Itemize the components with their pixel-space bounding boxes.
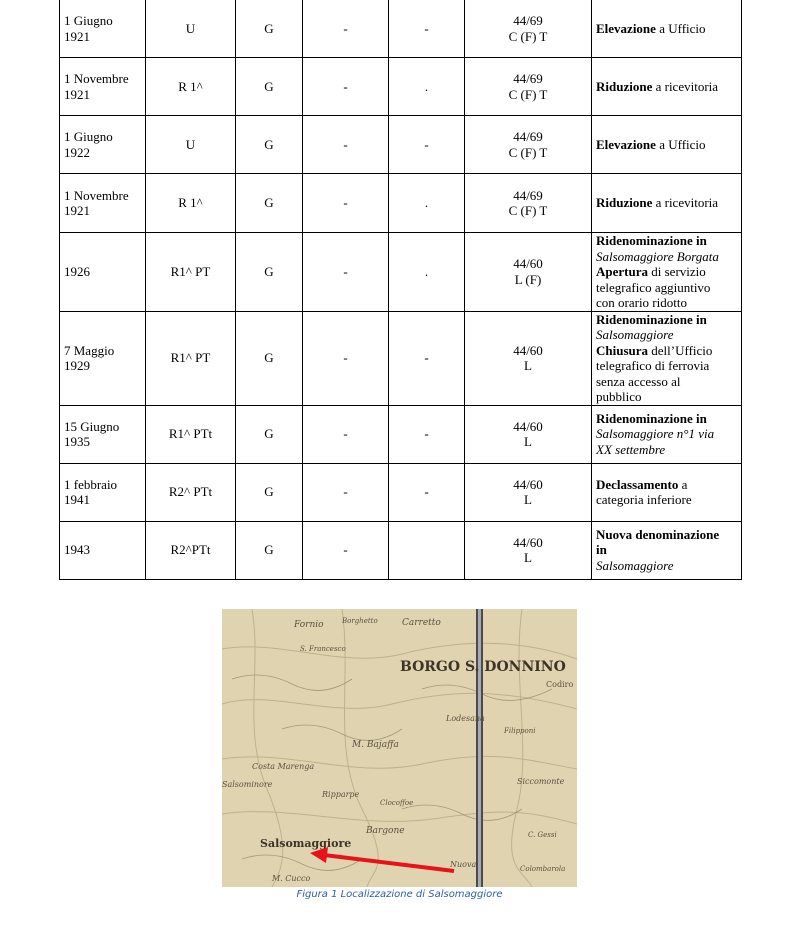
note-cell xyxy=(592,58,742,116)
date-cell xyxy=(60,58,146,116)
category-cell: R2^PTt xyxy=(146,521,236,579)
note-segment: a xyxy=(678,476,688,492)
map-label-nuova: Nuova xyxy=(450,860,477,869)
note-segment: a Ufficio xyxy=(655,20,706,36)
note-segment: Elevazione xyxy=(596,136,656,152)
note-segment: Chiusura xyxy=(596,342,649,358)
code-cell xyxy=(465,58,592,116)
code-cell-line: 44/60 xyxy=(513,256,543,272)
note-line xyxy=(596,442,737,458)
note-line xyxy=(596,358,737,374)
dash-cell xyxy=(389,521,465,579)
dash-cell: - xyxy=(303,116,389,174)
note-segment: Ridenominazione in xyxy=(596,311,707,327)
date-cell-line: 1935 xyxy=(64,434,90,449)
history-table xyxy=(59,0,742,580)
note-line xyxy=(596,249,737,265)
note-segment: di servizio xyxy=(648,264,706,279)
note-segment: Salsomaggiore Borgata xyxy=(596,248,719,264)
note-line xyxy=(596,477,737,493)
note-segment: in xyxy=(596,542,607,558)
table-row xyxy=(60,233,742,312)
g-cell: G xyxy=(236,405,303,463)
code-cell xyxy=(465,405,592,463)
note-segment: Riduzione xyxy=(596,78,653,94)
note-line xyxy=(596,295,737,311)
code-cell-line: 44/69 xyxy=(513,187,543,203)
g-cell: G xyxy=(236,521,303,579)
note-line xyxy=(596,411,737,427)
code-cell-line: 44/60 xyxy=(513,342,543,358)
note-line xyxy=(596,264,737,280)
date-cell-line: 1943 xyxy=(64,542,90,558)
note-cell xyxy=(592,405,742,463)
map-label-borghetto: Borghetto xyxy=(342,617,378,625)
code-cell-line: 44/60 xyxy=(513,476,543,492)
map-label-carretto: Carretto xyxy=(402,618,441,628)
date-cell xyxy=(60,405,146,463)
note-line xyxy=(596,426,737,442)
map-label-codiro: Codiro xyxy=(546,680,574,689)
note-segment: a Ufficio xyxy=(655,136,706,152)
note-line xyxy=(596,327,737,343)
map-label-fornio: Fornio xyxy=(294,620,324,630)
date-cell-line: 1 Giugno xyxy=(64,129,113,144)
code-cell-line: 44/60 xyxy=(513,418,543,434)
code-cell-line: 44/60 xyxy=(513,534,543,550)
note-line xyxy=(596,492,737,508)
note-segment: Salsomaggiore xyxy=(596,557,674,573)
date-cell-line: 1922 xyxy=(64,144,90,160)
dash-cell: - xyxy=(303,233,389,312)
table-row xyxy=(60,311,742,405)
date-cell xyxy=(60,311,146,405)
date-cell-line: 1 Novembre xyxy=(64,71,129,86)
note-line xyxy=(596,280,737,296)
note-line xyxy=(596,542,737,558)
note-segment: pubblico xyxy=(596,389,642,404)
code-cell xyxy=(465,311,592,405)
note-segment: dell’Ufficio xyxy=(648,342,713,358)
dash-cell: . xyxy=(389,233,465,312)
note-segment: categoria inferiore xyxy=(596,492,692,507)
note-segment: Apertura xyxy=(596,264,648,279)
dash-cell: - xyxy=(303,521,389,579)
table-row xyxy=(60,521,742,579)
note-line xyxy=(596,558,737,574)
category-cell: R1^ PT xyxy=(146,233,236,312)
note-line xyxy=(596,79,737,95)
category-cell: U xyxy=(146,0,236,58)
dash-cell: - xyxy=(389,463,465,521)
note-line xyxy=(596,343,737,359)
date-cell xyxy=(60,463,146,521)
map-label-bajaffa: M. Bajaffa xyxy=(352,740,399,750)
g-cell: G xyxy=(236,58,303,116)
map-label-gessi: C. Gessi xyxy=(528,831,557,839)
note-segment: con orario ridotto xyxy=(596,295,687,310)
g-cell: G xyxy=(236,0,303,58)
code-cell-line: 44/69 xyxy=(513,129,543,144)
dash-cell: - xyxy=(303,174,389,233)
note-segment: Nuova denominazione xyxy=(596,526,720,542)
note-cell xyxy=(592,0,742,58)
date-cell xyxy=(60,233,146,312)
historical-map xyxy=(222,609,577,887)
date-cell-line: 1941 xyxy=(64,492,90,507)
map-label-colombarola: Colombarola xyxy=(520,865,566,873)
code-cell xyxy=(465,174,592,233)
map-label-salsomaggiore: Salsomaggiore xyxy=(260,837,352,850)
dash-cell: - xyxy=(303,405,389,463)
dash-cell: - xyxy=(389,116,465,174)
dash-cell: - xyxy=(389,311,465,405)
map-label-borgo: BORGO S. DONNINO xyxy=(400,659,566,675)
map-label-filipponi: Filipponi xyxy=(504,727,536,735)
g-cell: G xyxy=(236,233,303,312)
category-cell: R1^ PT xyxy=(146,311,236,405)
date-cell-line: 1 Giugno xyxy=(64,13,113,28)
code-cell xyxy=(465,521,592,579)
dash-cell: - xyxy=(389,405,465,463)
note-segment: telegrafico aggiuntivo xyxy=(596,279,711,295)
note-segment: Ridenominazione in xyxy=(596,410,707,426)
dash-cell: . xyxy=(389,58,465,116)
code-cell xyxy=(465,233,592,312)
map-label-costamarenga: Costa Marenga xyxy=(252,762,315,771)
note-line xyxy=(596,233,737,249)
note-line xyxy=(596,195,737,211)
note-segment: Ridenominazione in xyxy=(596,233,707,248)
note-line xyxy=(596,527,737,543)
table-row xyxy=(60,116,742,174)
note-line xyxy=(596,312,737,328)
date-cell-line: 7 Maggio xyxy=(64,342,115,358)
code-cell-line: L xyxy=(524,434,532,449)
table-row xyxy=(60,0,742,58)
table-row xyxy=(60,405,742,463)
code-cell-line: L xyxy=(524,358,532,373)
code-cell-line: C (F) T xyxy=(508,86,548,102)
note-cell xyxy=(592,116,742,174)
code-cell-line: C (F) T xyxy=(508,203,548,218)
date-cell xyxy=(60,174,146,233)
note-segment: Riduzione xyxy=(596,195,653,211)
note-segment: a ricevitoria xyxy=(652,78,719,94)
table-row xyxy=(60,174,742,233)
dash-cell: - xyxy=(303,311,389,405)
date-cell-line: 1926 xyxy=(64,264,90,279)
note-segment: telegrafico di ferrovia xyxy=(596,358,710,373)
map-drawing xyxy=(222,609,577,887)
dash-cell: - xyxy=(303,0,389,58)
date-cell-line: 15 Giugno xyxy=(64,418,120,434)
category-cell: U xyxy=(146,116,236,174)
code-cell-line: 44/69 xyxy=(513,71,543,86)
dash-cell: . xyxy=(389,174,465,233)
table-row xyxy=(60,463,742,521)
g-cell: G xyxy=(236,116,303,174)
note-cell xyxy=(592,311,742,405)
note-cell xyxy=(592,233,742,312)
date-cell xyxy=(60,521,146,579)
g-cell: G xyxy=(236,311,303,405)
note-line xyxy=(596,389,737,405)
note-line xyxy=(596,137,737,153)
map-label-ripparpe: Ripparpe xyxy=(322,790,360,799)
note-segment: Salsomaggiore n°1 via xyxy=(596,426,715,442)
code-cell-line: L (F) xyxy=(514,271,542,287)
category-cell: R1^ PTt xyxy=(146,405,236,463)
figure-caption: Figura 1 Localizzazione di Salsomaggiore xyxy=(296,889,503,900)
date-cell xyxy=(60,116,146,174)
note-cell xyxy=(592,174,742,233)
category-cell: R2^ PTt xyxy=(146,463,236,521)
date-cell-line: 1921 xyxy=(64,203,90,218)
date-cell xyxy=(60,0,146,58)
code-cell xyxy=(465,116,592,174)
map-label-clocoffoe: Clocoffoe xyxy=(380,799,414,807)
map-label-salsominore: Salsominore xyxy=(222,780,273,789)
date-cell-line: 1929 xyxy=(64,358,90,373)
code-cell-line: 44/69 xyxy=(513,13,543,28)
dash-cell: - xyxy=(303,58,389,116)
note-segment: Elevazione xyxy=(596,20,656,36)
code-cell-line: C (F) T xyxy=(508,144,548,160)
date-cell-line: 1921 xyxy=(64,86,90,102)
date-cell-line: 1 febbraio xyxy=(64,476,118,492)
dash-cell: - xyxy=(389,0,465,58)
code-cell xyxy=(465,463,592,521)
code-cell-line: L xyxy=(524,550,532,565)
date-cell-line: 1 Novembre xyxy=(64,187,129,203)
date-cell-line: 1921 xyxy=(64,28,90,44)
map-label-francesco: S. Francesco xyxy=(300,645,346,653)
category-cell: R 1^ xyxy=(146,174,236,233)
note-segment: XX settembre xyxy=(596,441,666,457)
code-cell xyxy=(465,0,592,58)
note-segment: Declassamento xyxy=(596,476,679,492)
map-label-lodesana: Lodesana xyxy=(446,714,485,723)
note-cell xyxy=(592,463,742,521)
g-cell: G xyxy=(236,174,303,233)
category-cell: R 1^ xyxy=(146,58,236,116)
note-line xyxy=(596,21,737,37)
code-cell-line: C (F) T xyxy=(508,28,548,44)
note-segment: a ricevitoria xyxy=(652,195,719,211)
dash-cell: - xyxy=(303,463,389,521)
map-label-bargone: Bargone xyxy=(366,826,405,836)
note-segment: senza accesso al xyxy=(596,373,681,389)
note-cell xyxy=(592,521,742,579)
map-label-cucco: M. Cucco xyxy=(272,874,311,883)
note-line xyxy=(596,374,737,390)
table-row xyxy=(60,58,742,116)
map-label-siccomonte: Siccomonte xyxy=(517,777,565,786)
note-segment: Salsomaggiore xyxy=(596,327,674,342)
g-cell: G xyxy=(236,463,303,521)
code-cell-line: L xyxy=(524,492,532,507)
